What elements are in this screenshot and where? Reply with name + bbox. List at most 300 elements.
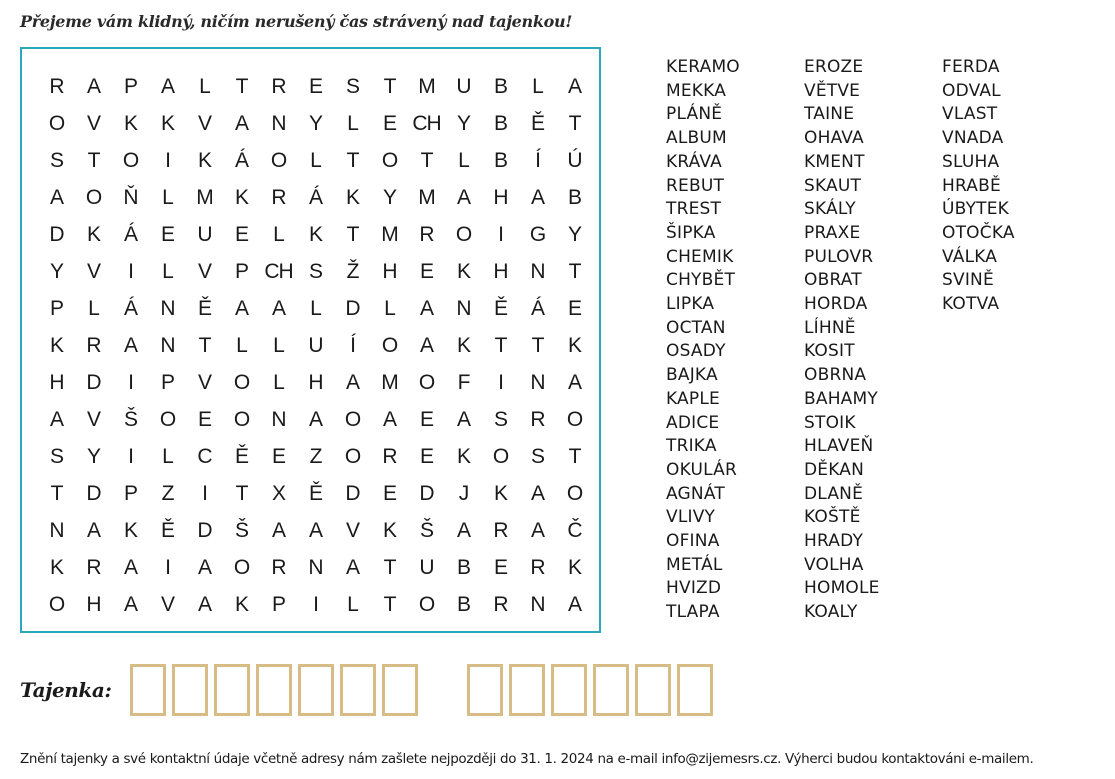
word-list-item: SVINĚ [942, 270, 994, 291]
solution-letter-box[interactable] [635, 664, 671, 716]
grid-cell[interactable]: A [567, 74, 581, 98]
grid-cell[interactable]: A [308, 407, 322, 431]
grid-cell[interactable]: V [86, 111, 100, 135]
grid-cell[interactable]: Ň [123, 185, 138, 209]
grid-cell[interactable]: M [418, 185, 435, 209]
grid-cell[interactable]: S [345, 74, 359, 98]
grid-cell[interactable]: H [493, 259, 508, 283]
grid-cell[interactable]: R [493, 518, 508, 542]
word-list-item: ADICE [666, 412, 720, 433]
grid-cell[interactable]: Š [419, 518, 433, 542]
grid-cell[interactable]: A [49, 185, 63, 209]
grid-cell[interactable]: Ě [197, 296, 211, 320]
solution-word-group [130, 664, 418, 716]
solution-letter-box[interactable] [551, 664, 587, 716]
grid-cell[interactable]: L [273, 333, 284, 357]
word-list-item: DLANĚ [804, 483, 864, 504]
grid-cell[interactable]: A [271, 296, 285, 320]
grid-cell[interactable]: P [160, 370, 174, 394]
grid-cell[interactable]: D [86, 481, 101, 505]
grid-cell[interactable]: K [86, 222, 100, 246]
grid-cell[interactable]: K [345, 185, 359, 209]
grid-cell[interactable]: O [48, 592, 65, 616]
word-list-item: HVIZD [666, 578, 722, 599]
grid-cell[interactable]: Š [123, 407, 137, 431]
solution-letter-box[interactable] [172, 664, 208, 716]
grid-cell[interactable]: Á [308, 185, 322, 209]
grid-cell[interactable]: S [49, 444, 63, 468]
word-list-item: TRIKA [666, 436, 717, 457]
grid-cell[interactable]: P [234, 259, 248, 283]
grid-cell[interactable]: O [566, 407, 583, 431]
grid-cell[interactable]: P [271, 592, 285, 616]
grid-cell[interactable]: N [160, 333, 175, 357]
grid-cell[interactable]: N [271, 407, 286, 431]
word-search-grid-frame [20, 47, 601, 633]
solution-letter-box[interactable] [130, 664, 166, 716]
word-list-item: HRADY [804, 531, 864, 552]
solution-letter-box[interactable] [298, 664, 334, 716]
grid-cell[interactable]: Y [49, 259, 63, 283]
grid-cell[interactable]: E [308, 74, 322, 98]
word-list-item: LÍHNĚ [804, 317, 856, 338]
grid-cell[interactable]: I [313, 592, 318, 616]
grid-cell[interactable]: Č [567, 518, 582, 542]
grid-cell[interactable]: A [308, 518, 322, 542]
grid-cell[interactable]: A [123, 555, 137, 579]
grid-cell[interactable]: D [197, 518, 212, 542]
grid-cell[interactable]: V [197, 111, 211, 135]
grid-cell[interactable]: K [49, 555, 63, 579]
grid-cell[interactable]: S [308, 259, 322, 283]
grid-cell[interactable]: K [234, 592, 248, 616]
word-list-item: AGNÁT [666, 483, 725, 504]
grid-cell[interactable]: Á [234, 148, 248, 172]
solution-letter-box[interactable] [593, 664, 629, 716]
solution-letter-box[interactable] [214, 664, 250, 716]
grid-cell[interactable]: Y [86, 444, 100, 468]
grid-cell[interactable]: R [86, 333, 101, 357]
grid-cell[interactable]: E [493, 555, 507, 579]
grid-cell[interactable]: A [382, 407, 396, 431]
grid-cell[interactable]: D [345, 296, 360, 320]
word-list-item: DĚKAN [804, 459, 865, 480]
grid-cell[interactable]: N [271, 111, 286, 135]
grid-cell[interactable]: A [234, 111, 248, 135]
grid-cell[interactable]: O [233, 370, 250, 394]
solution-word-group [467, 664, 713, 716]
word-list-item: VOLHA [804, 554, 864, 575]
grid-cell[interactable]: V [197, 370, 211, 394]
grid-cell[interactable]: M [381, 370, 398, 394]
grid-cell[interactable]: K [49, 333, 63, 357]
footer-instructions: Znění tajenky a své kontaktní údaje včetně adresy nám zašlete nejpozději do 31. 1. 2024 na e-mail info@zijemesrs.cz. Výherci budou kontaktováni e-mailem. [20, 751, 1034, 767]
grid-cell[interactable]: D [345, 481, 360, 505]
grid-cell[interactable]: Z [161, 481, 174, 505]
grid-cell[interactable]: K [123, 111, 137, 135]
grid-cell[interactable]: M [418, 74, 435, 98]
word-list-item: OFINA [666, 531, 720, 552]
solution-letter-box[interactable] [467, 664, 503, 716]
solution-letter-box[interactable] [382, 664, 418, 716]
grid-cell[interactable]: O [122, 148, 139, 172]
grid-cell[interactable]: E [419, 259, 433, 283]
grid-cell[interactable]: N [49, 518, 64, 542]
grid-cell[interactable]: A [345, 370, 359, 394]
grid-cell[interactable]: K [456, 259, 470, 283]
grid-cell[interactable]: B [493, 111, 507, 135]
word-list-item: METÁL [666, 554, 723, 575]
word-list-item: HORDA [804, 294, 868, 315]
grid-cell[interactable]: Ě [308, 481, 322, 505]
grid-cell[interactable]: L [162, 444, 173, 468]
word-column [666, 56, 804, 625]
grid-cell[interactable]: A [86, 518, 100, 542]
grid-cell[interactable]: D [86, 370, 101, 394]
grid-cell[interactable]: Ž [346, 259, 359, 283]
grid-cell[interactable]: R [271, 74, 286, 98]
grid-cell[interactable]: B [456, 555, 470, 579]
grid-cell[interactable]: O [381, 333, 398, 357]
grid-cell[interactable]: T [87, 148, 100, 172]
grid-cell[interactable]: P [123, 74, 137, 98]
grid-cell[interactable]: S [530, 444, 544, 468]
grid-cell[interactable]: M [381, 222, 398, 246]
word-list-item: ŠIPKA [666, 222, 716, 243]
grid-cell[interactable]: Á [123, 222, 137, 246]
grid-cell[interactable]: Y [382, 185, 396, 209]
grid-cell[interactable]: A [345, 555, 359, 579]
solution-boxes [130, 664, 713, 716]
grid-cell[interactable]: E [271, 444, 285, 468]
grid-cell[interactable]: E [382, 111, 396, 135]
word-list-item: KMENT [804, 151, 865, 172]
grid-cell[interactable]: L [162, 185, 173, 209]
word-list-item: FERDA [942, 57, 1000, 77]
grid-cell[interactable]: E [419, 444, 433, 468]
grid-cell[interactable]: U [197, 222, 212, 246]
grid-cell[interactable]: H [308, 370, 323, 394]
grid-cell[interactable]: L [384, 296, 395, 320]
word-column [804, 56, 942, 625]
grid-cell[interactable]: O [233, 407, 250, 431]
grid-cell[interactable]: L [88, 296, 99, 320]
grid-cell[interactable]: X [271, 481, 285, 505]
grid-cell[interactable]: I [498, 370, 503, 394]
grid-cell[interactable]: A [49, 407, 63, 431]
grid-cell[interactable]: N [530, 370, 545, 394]
grid-cell[interactable]: N [530, 592, 545, 616]
grid-cell[interactable]: I [202, 481, 207, 505]
word-list-item: SLUHA [942, 151, 1000, 172]
grid-cell[interactable]: H [86, 592, 101, 616]
grid-cell[interactable]: T [50, 481, 63, 505]
grid-cell[interactable]: Š [234, 518, 248, 542]
grid-cell[interactable]: L [162, 259, 173, 283]
grid-cell[interactable]: CH [412, 111, 441, 135]
grid-cell[interactable]: E [419, 407, 433, 431]
grid-cell[interactable]: I [165, 555, 170, 579]
grid-cell[interactable]: B [493, 74, 507, 98]
grid-cell[interactable]: Y [456, 111, 470, 135]
grid-cell[interactable]: T [383, 592, 396, 616]
grid-cell[interactable]: T [383, 555, 396, 579]
grid-cell[interactable]: K [234, 185, 248, 209]
grid-cell[interactable]: P [49, 296, 63, 320]
grid-cell[interactable]: Ě [160, 518, 174, 542]
word-list-item: KRÁVA [666, 151, 722, 172]
grid-cell[interactable]: N [530, 259, 545, 283]
grid-cell[interactable]: G [529, 222, 546, 246]
grid-cell[interactable]: T [198, 333, 211, 357]
grid-cell[interactable]: N [160, 296, 175, 320]
grid-cell[interactable]: Ě [493, 296, 507, 320]
grid-cell[interactable]: R [271, 555, 286, 579]
grid-cell[interactable]: F [457, 370, 470, 394]
grid-cell[interactable]: T [420, 148, 433, 172]
grid-cell[interactable]: N [456, 296, 471, 320]
grid-cell[interactable]: K [456, 333, 470, 357]
grid-cell[interactable]: T [568, 259, 581, 283]
grid-cell[interactable]: A [456, 407, 470, 431]
word-list-item: KERAMO [666, 57, 740, 77]
word-search-grid [38, 68, 593, 623]
word-list-item: OSADY [666, 341, 726, 362]
grid-cell[interactable]: N [308, 555, 323, 579]
solution-letter-box[interactable] [340, 664, 376, 716]
grid-cell[interactable]: O [418, 370, 435, 394]
grid-cell[interactable]: T [531, 333, 544, 357]
grid-cell[interactable]: P [123, 481, 137, 505]
grid-cell[interactable]: O [566, 481, 583, 505]
word-list-item: SKAUT [804, 175, 862, 196]
grid-cell[interactable]: T [383, 74, 396, 98]
grid-cell[interactable]: T [346, 222, 359, 246]
grid-cell[interactable]: L [458, 148, 469, 172]
solution-letter-box[interactable] [509, 664, 545, 716]
grid-cell[interactable]: I [128, 259, 133, 283]
grid-cell[interactable]: I [128, 370, 133, 394]
word-list-item: BAHAMY [804, 388, 878, 409]
word-list-item: VNADA [942, 128, 1004, 149]
word-list-item: CHEMIK [666, 246, 734, 267]
grid-cell[interactable]: A [456, 185, 470, 209]
grid-cell[interactable]: I [165, 148, 170, 172]
grid-cell[interactable]: R [271, 185, 286, 209]
grid-cell[interactable]: L [310, 148, 321, 172]
grid-cell[interactable]: A [197, 555, 211, 579]
grid-cell[interactable]: CH [264, 259, 293, 283]
grid-cell[interactable]: R [419, 222, 434, 246]
grid-cell[interactable]: B [456, 592, 470, 616]
grid-cell[interactable]: B [493, 148, 507, 172]
word-list-item: HOMOLE [804, 578, 880, 599]
grid-cell[interactable]: U [308, 333, 323, 357]
grid-cell[interactable]: Á [530, 296, 544, 320]
word-list-item: VĚTVE [804, 80, 861, 101]
grid-cell[interactable]: T [494, 333, 507, 357]
grid-cell[interactable]: H [382, 259, 397, 283]
word-list-item: ÚBYTEK [942, 199, 1010, 220]
solution-label: Tajenka: [20, 678, 112, 702]
grid-cell[interactable]: O [159, 407, 176, 431]
grid-cell[interactable]: L [347, 111, 358, 135]
grid-cell[interactable]: O [270, 148, 287, 172]
grid-cell[interactable]: K [456, 444, 470, 468]
grid-cell[interactable]: Í [350, 333, 355, 357]
grid-cell[interactable]: S [49, 148, 63, 172]
word-list-item: CHYBĚT [666, 270, 736, 291]
grid-cell[interactable]: K [382, 518, 396, 542]
grid-cell[interactable]: T [235, 74, 248, 98]
grid-cell[interactable]: K [493, 481, 507, 505]
grid-cell[interactable]: O [48, 111, 65, 135]
grid-cell[interactable]: A [123, 333, 137, 357]
grid-cell[interactable]: Í [535, 148, 540, 172]
grid-cell[interactable]: O [344, 444, 361, 468]
word-list-item: KAPLE [666, 388, 720, 409]
grid-cell[interactable]: L [273, 222, 284, 246]
grid-cell[interactable]: E [382, 481, 396, 505]
grid-cell[interactable]: A [234, 296, 248, 320]
grid-cell[interactable]: O [418, 592, 435, 616]
word-list-item: LIPKA [666, 294, 715, 315]
grid-cell[interactable]: A [160, 74, 174, 98]
grid-cell[interactable]: T [568, 444, 581, 468]
grid-cell[interactable]: R [382, 444, 397, 468]
word-list-item: EROZE [804, 57, 864, 77]
grid-cell[interactable]: A [419, 333, 433, 357]
grid-cell[interactable]: Y [308, 111, 322, 135]
grid-cell[interactable]: D [419, 481, 434, 505]
word-list-item: HLAVEŇ [804, 436, 874, 457]
word-list-item: REBUT [666, 175, 725, 196]
grid-cell[interactable]: O [455, 222, 472, 246]
grid-cell[interactable]: E [197, 407, 211, 431]
grid-cell[interactable]: R [493, 592, 508, 616]
word-list [666, 56, 1080, 625]
word-list-item: MEKKA [666, 80, 727, 101]
grid-cell[interactable]: A [86, 74, 100, 98]
grid-cell[interactable]: M [196, 185, 213, 209]
word-list-item: BAJKA [666, 365, 718, 386]
word-list-item: ODVAL [942, 80, 1001, 101]
word-list-item: VÁLKA [942, 246, 998, 267]
solution-letter-box[interactable] [677, 664, 713, 716]
word-list-item: PULOVR [804, 246, 874, 267]
grid-cell[interactable]: K [160, 111, 174, 135]
grid-cell[interactable]: U [456, 74, 471, 98]
word-list-item: OHAVA [804, 128, 864, 149]
grid-cell[interactable]: R [86, 555, 101, 579]
word-list-item: VLIVY [666, 507, 716, 528]
word-list-item: TREST [666, 199, 722, 220]
grid-cell[interactable]: O [344, 407, 361, 431]
word-list-item: KOŠTĚ [804, 507, 861, 528]
grid-cell[interactable]: O [233, 555, 250, 579]
grid-cell[interactable]: L [273, 370, 284, 394]
grid-cell[interactable]: O [381, 148, 398, 172]
grid-cell[interactable]: Ú [567, 148, 582, 172]
grid-cell[interactable]: A [530, 185, 544, 209]
grid-cell[interactable]: V [197, 259, 211, 283]
grid-cell[interactable]: L [199, 74, 210, 98]
grid-cell[interactable]: E [234, 222, 248, 246]
grid-cell[interactable]: R [49, 74, 64, 98]
grid-cell[interactable]: V [345, 518, 359, 542]
grid-cell[interactable]: R [530, 407, 545, 431]
grid-cell[interactable]: I [498, 222, 503, 246]
grid-cell[interactable]: R [530, 555, 545, 579]
grid-cell[interactable]: K [197, 148, 211, 172]
solution-letter-box[interactable] [256, 664, 292, 716]
grid-cell[interactable]: B [567, 185, 581, 209]
grid-cell[interactable]: V [86, 407, 100, 431]
intro-text: Přejeme vám klidný, ničím nerušený čas strávený nad tajenkou! [20, 12, 573, 31]
grid-cell[interactable]: S [493, 407, 507, 431]
grid-cell[interactable]: A [419, 296, 433, 320]
grid-cell[interactable]: I [128, 444, 133, 468]
word-list-item: KOSIT [804, 341, 855, 362]
grid-cell[interactable]: K [567, 333, 581, 357]
word-list-item: OBRAT [804, 270, 862, 291]
grid-cell[interactable]: Ě [234, 444, 248, 468]
grid-cell[interactable]: K [123, 518, 137, 542]
grid-cell[interactable]: C [197, 444, 212, 468]
grid-cell[interactable]: Z [309, 444, 322, 468]
word-list-item: TAINE [804, 104, 855, 125]
word-list-item: ALBUM [666, 128, 727, 149]
grid-cell[interactable]: J [458, 481, 469, 505]
grid-cell[interactable]: A [123, 592, 137, 616]
word-list-item: OKULÁR [666, 459, 738, 480]
grid-cell[interactable]: A [456, 518, 470, 542]
grid-cell[interactable]: V [86, 259, 100, 283]
grid-cell[interactable]: K [308, 222, 322, 246]
word-list-item: HRABĚ [942, 175, 1001, 196]
grid-cell[interactable]: A [197, 592, 211, 616]
grid-cell[interactable]: D [49, 222, 64, 246]
grid-cell[interactable]: L [236, 333, 247, 357]
grid-cell[interactable]: L [347, 592, 358, 616]
grid-cell[interactable]: E [160, 222, 174, 246]
grid-cell[interactable]: U [419, 555, 434, 579]
grid-cell[interactable]: Y [567, 222, 581, 246]
grid-cell[interactable]: V [160, 592, 174, 616]
grid-cell[interactable]: Ě [530, 111, 544, 135]
grid-cell[interactable]: A [567, 592, 581, 616]
grid-cell[interactable]: L [310, 296, 321, 320]
grid-cell[interactable]: O [85, 185, 102, 209]
grid-cell[interactable]: L [532, 74, 543, 98]
grid-cell[interactable]: H [49, 370, 64, 394]
grid-cell[interactable]: K [567, 555, 581, 579]
word-list-item: STOIK [804, 412, 856, 433]
grid-cell[interactable]: T [346, 148, 359, 172]
grid-cell[interactable]: A [271, 518, 285, 542]
grid-cell[interactable]: A [530, 518, 544, 542]
grid-cell[interactable]: T [235, 481, 248, 505]
grid-cell[interactable]: T [568, 111, 581, 135]
word-list-item: KOALY [804, 602, 858, 623]
grid-cell[interactable]: A [567, 370, 581, 394]
grid-cell[interactable]: O [492, 444, 509, 468]
grid-cell[interactable]: Á [123, 296, 137, 320]
grid-cell[interactable]: H [493, 185, 508, 209]
grid-cell[interactable]: A [530, 481, 544, 505]
word-list-item: KOTVA [942, 294, 1000, 315]
grid-cell[interactable]: E [567, 296, 581, 320]
